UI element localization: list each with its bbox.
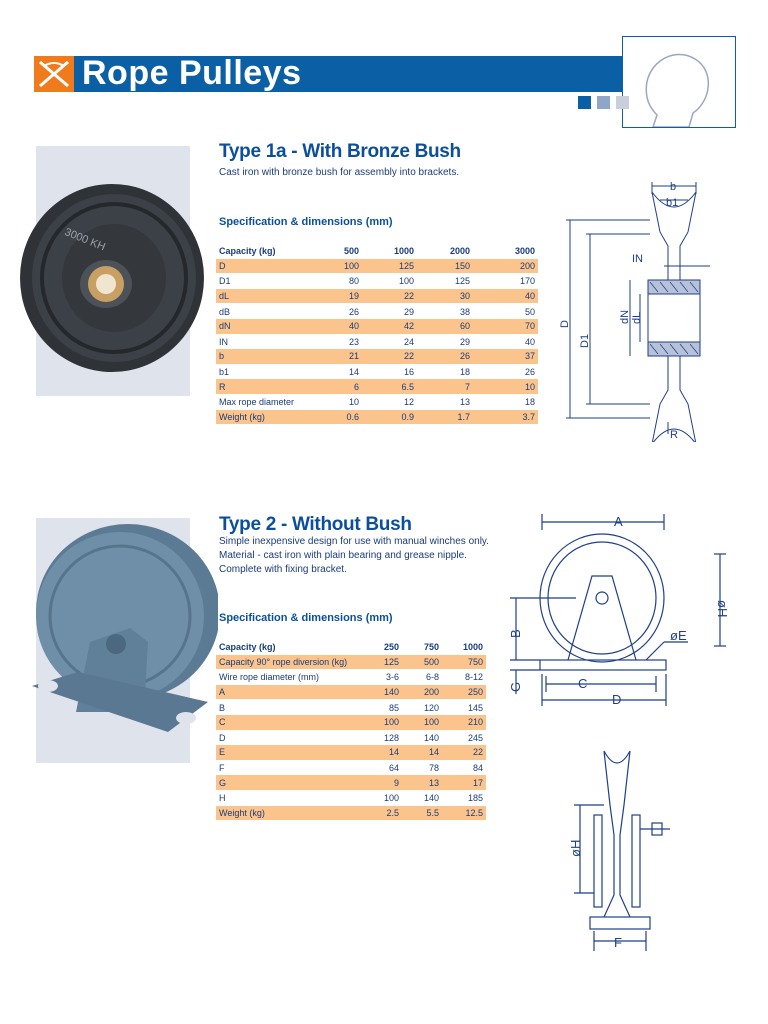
value-cell: 140 (423, 732, 439, 743)
drawing-label-b1: b1 (666, 197, 679, 209)
type2-spec-title: Specification & dimensions (mm) (219, 612, 393, 624)
value-cell: 5.5 (402, 806, 442, 821)
value-cell: 13 (459, 397, 470, 408)
drawing-label-e: øE (670, 628, 687, 643)
value-cell: 140 (423, 793, 439, 804)
value-cell: 64 (388, 763, 399, 774)
type1a-spec-table (216, 244, 538, 425)
drawing-label-h: øH (715, 600, 730, 618)
table-row (216, 670, 486, 685)
value-cell: 100 (358, 715, 402, 730)
value-cell: 100 (398, 276, 414, 287)
value-cell: 2.5 (358, 806, 402, 821)
table-row (216, 304, 538, 319)
type2-heading: Type 2 - Without Bush (219, 514, 412, 535)
type2-side-drawing (560, 745, 690, 955)
header-cell: Capacity (kg) (219, 246, 276, 257)
table-row (216, 410, 538, 425)
value-cell: 26 (348, 306, 359, 317)
table-row (216, 289, 538, 304)
value-cell: 8-12 (464, 672, 483, 683)
type2-description-line-1: Simple inexpensive design for use with manual winches only. (219, 536, 489, 547)
value-cell: 18 (524, 397, 535, 408)
value-cell: 30 (417, 289, 473, 304)
value-cell: 185 (467, 793, 483, 804)
value-cell: 40 (473, 289, 538, 304)
deco-square-2 (597, 96, 610, 109)
drawing-label-d1: D1 (579, 333, 591, 348)
value-cell: 10 (348, 397, 359, 408)
value-cell: 80 (348, 276, 359, 287)
table-row (216, 364, 538, 379)
value-cell: 100 (302, 259, 362, 274)
row-label-cell: dL (216, 289, 302, 304)
value-cell: 150 (417, 259, 473, 274)
type1a-heading: Type 1a - With Bronze Bush (219, 141, 461, 162)
value-cell: 125 (454, 276, 470, 287)
value-cell: 6-8 (425, 672, 439, 683)
value-cell: 100 (402, 715, 442, 730)
row-label-cell: Max rope diameter (219, 397, 295, 408)
type1a-description: Cast iron with bronze bush for assembly into brackets. (219, 167, 460, 178)
row-label-cell: B (219, 702, 226, 713)
drawing-label-d: D (612, 692, 622, 707)
value-cell: 500 (402, 655, 442, 670)
row-label-cell: C (216, 715, 358, 730)
value-cell: 84 (472, 763, 483, 774)
row-label-cell: dN (216, 319, 302, 334)
drawing-label-c: C (578, 676, 588, 691)
row-label-cell: Weight (kg) (216, 410, 302, 425)
table-row (216, 790, 486, 805)
value-cell: 24 (403, 336, 414, 347)
row-label-cell: G (216, 775, 358, 790)
table-row (216, 259, 538, 274)
value-cell: 7 (417, 379, 473, 394)
value-cell: 40 (302, 319, 362, 334)
value-cell: 0.6 (302, 410, 362, 425)
header-cell: 500 (343, 246, 359, 257)
value-cell: 12 (403, 397, 414, 408)
drawing-label-f: F (614, 935, 622, 950)
row-label-cell: D (216, 259, 302, 274)
value-cell: 6 (302, 379, 362, 394)
value-cell: 9 (358, 775, 402, 790)
row-label-cell: D (219, 732, 226, 743)
drawing-label-b: B (508, 629, 523, 638)
value-cell: 17 (442, 775, 486, 790)
value-cell: 19 (302, 289, 362, 304)
value-cell: 22 (442, 745, 486, 760)
value-cell: 6.5 (362, 379, 417, 394)
value-cell: 70 (473, 319, 538, 334)
value-cell: 29 (459, 336, 470, 347)
type1a-pulley-photo (18, 182, 206, 374)
value-cell: 13 (402, 775, 442, 790)
table-row (216, 685, 486, 700)
drawing-label-g: G (508, 681, 523, 692)
value-cell: 26 (524, 367, 535, 378)
value-cell: 250 (442, 685, 486, 700)
value-cell: 1.7 (417, 410, 473, 425)
value-cell: 750 (442, 655, 486, 670)
row-label-cell: F (219, 763, 225, 774)
value-cell: 3.7 (473, 410, 538, 425)
type2-front-drawing (506, 510, 746, 710)
table-row (216, 334, 538, 349)
value-cell: 125 (358, 655, 402, 670)
header-cell: 3000 (514, 246, 535, 257)
value-cell: 128 (383, 732, 399, 743)
header-cell: 1000 (393, 246, 414, 257)
value-cell: 200 (473, 259, 538, 274)
row-label-cell: A (216, 685, 358, 700)
photo-capacity-mark: 3000 KH (62, 226, 107, 254)
value-cell: 78 (428, 763, 439, 774)
value-cell: 125 (362, 259, 417, 274)
type2-description-line-3: Complete with fixing bracket. (219, 564, 347, 575)
type2-pulley-photo (18, 522, 218, 744)
type2-spec-table (216, 640, 486, 821)
table-row (216, 319, 538, 334)
table-row (216, 745, 486, 760)
value-cell: 210 (442, 715, 486, 730)
value-cell: 21 (302, 349, 362, 364)
value-cell: 245 (467, 732, 483, 743)
header-cell: 750 (423, 642, 439, 653)
type1a-spec-title: Specification & dimensions (mm) (219, 216, 393, 228)
brand-logo (34, 56, 74, 92)
table-row (216, 806, 486, 821)
drawing-label-h-side: øH (568, 839, 583, 857)
value-cell: 14 (358, 745, 402, 760)
drawing-label-dn: dN (619, 309, 631, 324)
deco-square-3 (616, 96, 629, 109)
value-cell: 50 (524, 306, 535, 317)
value-cell: 40 (524, 336, 535, 347)
row-label-cell: IN (219, 336, 228, 347)
table-row (216, 775, 486, 790)
page-title: Rope Pulleys (82, 54, 302, 92)
table-header-row (216, 244, 538, 259)
type2-description-line-2: Material - cast iron with plain bearing and grease nipple. (219, 550, 467, 561)
value-cell: 26 (417, 349, 473, 364)
header-cell: Capacity (kg) (219, 642, 276, 653)
value-cell: 14 (402, 745, 442, 760)
value-cell: 37 (473, 349, 538, 364)
table-row (216, 655, 486, 670)
header-cell: 1000 (462, 642, 483, 653)
row-label-cell: b (216, 349, 302, 364)
drawing-label-in: IN (632, 253, 643, 265)
value-cell: 145 (467, 702, 483, 713)
value-cell: 140 (358, 685, 402, 700)
value-cell: 29 (403, 306, 414, 317)
row-label-cell: H (219, 793, 226, 804)
drawing-label-dl: dL (631, 311, 643, 324)
value-cell: 23 (348, 336, 359, 347)
value-cell: 3-6 (385, 672, 399, 683)
value-cell: 12.5 (442, 806, 486, 821)
table-row (216, 730, 486, 745)
value-cell: 100 (383, 793, 399, 804)
header-cell: 2000 (449, 246, 470, 257)
table-row (216, 274, 538, 289)
table-row (216, 394, 538, 409)
table-row (216, 379, 538, 394)
table-row (216, 349, 538, 364)
value-cell: 16 (403, 367, 414, 378)
value-cell: 22 (362, 289, 417, 304)
value-cell: 85 (388, 702, 399, 713)
value-cell: 10 (473, 379, 538, 394)
drawing-label-a: A (614, 514, 623, 529)
row-label-cell: R (216, 379, 302, 394)
drawing-label-r: R (670, 429, 678, 441)
value-cell: 60 (417, 319, 473, 334)
value-cell: 38 (459, 306, 470, 317)
table-row (216, 760, 486, 775)
header-cell: 250 (383, 642, 399, 653)
value-cell: 0.9 (362, 410, 417, 425)
value-cell: 22 (362, 349, 417, 364)
row-label-cell: Capacity 90° rope diversion (kg) (216, 655, 358, 670)
row-label-cell: dB (219, 306, 231, 317)
value-cell: 200 (402, 685, 442, 700)
row-label-cell: b1 (219, 367, 230, 378)
table-row (216, 700, 486, 715)
deco-square-1 (578, 96, 591, 109)
drawing-label-b: b (670, 182, 677, 193)
value-cell: 18 (459, 367, 470, 378)
value-cell: 170 (519, 276, 535, 287)
drawing-label-d: D (560, 320, 571, 328)
value-cell: 120 (423, 702, 439, 713)
row-label-cell: E (216, 745, 358, 760)
type1a-dimension-drawing (560, 182, 720, 442)
row-label-cell: Wire rope diameter (mm) (219, 672, 320, 683)
table-row (216, 715, 486, 730)
row-label-cell: Weight (kg) (216, 806, 358, 821)
value-cell: 14 (348, 367, 359, 378)
value-cell: 42 (362, 319, 417, 334)
row-label-cell: D1 (219, 276, 231, 287)
pulley-outline-icon (622, 36, 736, 128)
table-header-row (216, 640, 486, 655)
